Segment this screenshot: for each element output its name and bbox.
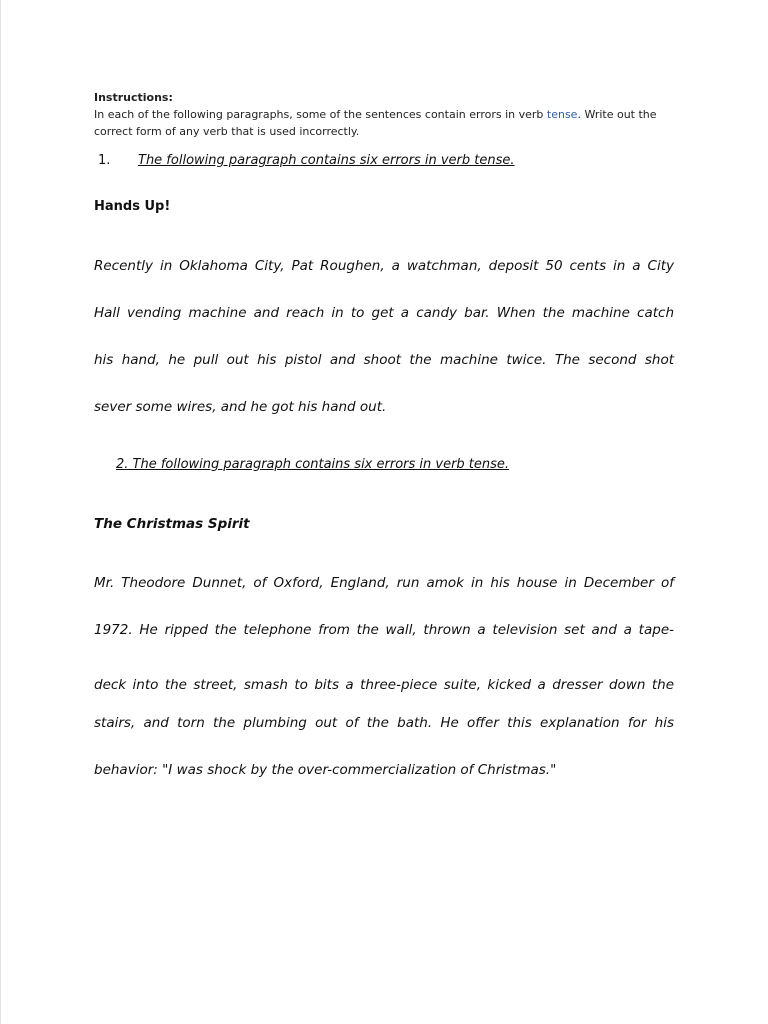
- paragraph-2-line-4: stairs, and torn the plumbing out of the bath. He offer this explanation for his: [94, 715, 674, 731]
- section-1-number: 1.: [98, 153, 111, 168]
- instructions-title: Instructions:: [94, 91, 173, 104]
- paragraph-1-line-3: his hand, he pull out his pistol and shoot the machine twice. The second shot: [94, 352, 674, 368]
- story-title-hands-up: Hands Up!: [94, 199, 171, 214]
- paragraph-1-line-2: Hall vending machine and reach in to get a candy bar. When the machine catch: [94, 305, 674, 321]
- paragraph-2-line-1: Mr. Theodore Dunnet, of Oxford, England, run amok in his house in December of: [94, 575, 674, 591]
- paragraph-2-line-5: behavior: "I was shock by the over-commercialization of Christmas.": [94, 762, 557, 778]
- page-edge: [0, 0, 1, 1024]
- section-1-heading-text: The following paragraph contains six errors in verb tense.: [138, 153, 515, 168]
- section-2-heading: 2. The following paragraph contains six errors in verb tense.: [116, 457, 510, 472]
- instructions-text-part1: In each of the following paragraphs, some of the sentences contain errors in verb: [94, 108, 547, 121]
- story-title-christmas-spirit: The Christmas Spirit: [94, 516, 250, 532]
- instructions-text: [94, 106, 684, 140]
- section-1-heading: [98, 153, 515, 168]
- instructions-text-part2: . Write out the correct form of any verb that is used incorrectly.: [94, 108, 657, 138]
- paragraph-1-line-4: sever some wires, and he got his hand out.: [94, 399, 387, 415]
- paragraph-2-line-3: deck into the street, smash to bits a three-piece suite, kicked a dresser down the: [94, 677, 674, 693]
- tense-link[interactable]: tense: [546, 108, 578, 121]
- paragraph-2-line-2: 1972. He ripped the telephone from the wall, thrown a television set and a tape-: [94, 622, 674, 638]
- paragraph-1-line-1: Recently in Oklahoma City, Pat Roughen, a watchman, deposit 50 cents in a City: [94, 258, 674, 274]
